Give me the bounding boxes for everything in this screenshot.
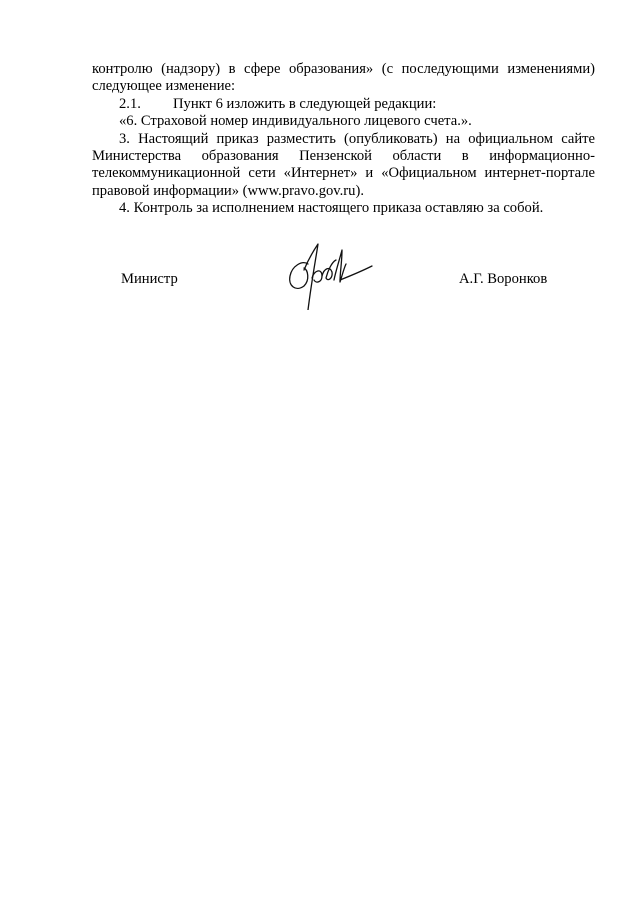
item-text: Пункт 6 изложить в следующей редакции: xyxy=(173,95,437,112)
signature-block xyxy=(0,268,640,318)
document-body xyxy=(92,61,595,218)
item-number: 2.1. xyxy=(119,95,141,112)
paragraph-amendment-intro-line2: следующее изменение: xyxy=(92,78,236,95)
paragraph-control: 4. Контроль за исполнением настоящего приказа оставляю за собой. xyxy=(119,200,544,217)
numbered-item-2-1 xyxy=(92,96,595,113)
signatory-position: Министр xyxy=(121,271,178,287)
handwritten-signature xyxy=(278,240,374,310)
signatory-name: А.Г. Воронков xyxy=(459,271,548,287)
paragraph-amendment-intro-line1: контролю (надзору) в сфере образования» (с последующими изменениями) xyxy=(92,61,595,77)
paragraph-publication: 3. Настоящий приказ разместить (опубликовать) на официальном сайте Министерства образования Пензенской области в информационно-телекоммуникационной сети «Интернет» и «Официальном интернет-портале правовой информации» (www.pravo.gov.ru). xyxy=(92,130,595,199)
quoted-amendment-text: «6. Страховой номер индивидуального лицевого счета.». xyxy=(119,113,472,130)
